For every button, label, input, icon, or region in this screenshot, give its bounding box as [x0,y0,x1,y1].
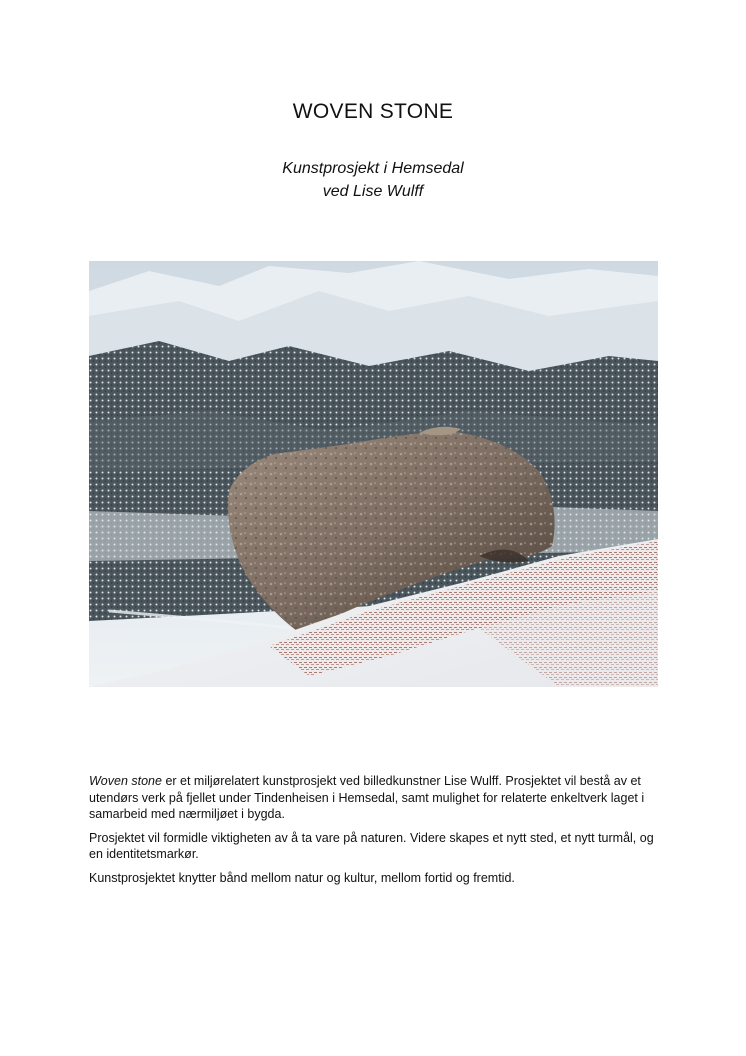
paragraph-3: Kunstprosjektet knytter bånd mellom natur og kultur, mellom fortid og fremtid. [89,870,515,885]
paragraph-1-text: er et miljørelatert kunstprosjekt ved billedkunstner Lise Wulff. Prosjektet vil bestå av et utendørs verk på fjellet under Tindenheisen i Hemsedal, samt mulighet for relaterte enkeltverk laget i samarbeid med nærmiljøet i bygda. [89,774,645,821]
page-title: WOVEN STONE [292,100,454,123]
paragraph-1 [89,773,664,823]
paragraph-2: Prosjektet vil formidle viktigheten av å ta vare på naturen. Videre skapes et nytt sted, et nytt turmål, og en identitetsmarkør. [89,830,654,861]
subtitle-line-1: Kunstprosjekt i Hemsedal [282,160,464,177]
boulder-landscape-photo [89,261,658,687]
subtitle-line-2: ved Lise Wulff [322,183,424,200]
project-name: Woven stone [89,774,162,788]
subtitle [0,157,746,203]
body-text [89,773,664,893]
